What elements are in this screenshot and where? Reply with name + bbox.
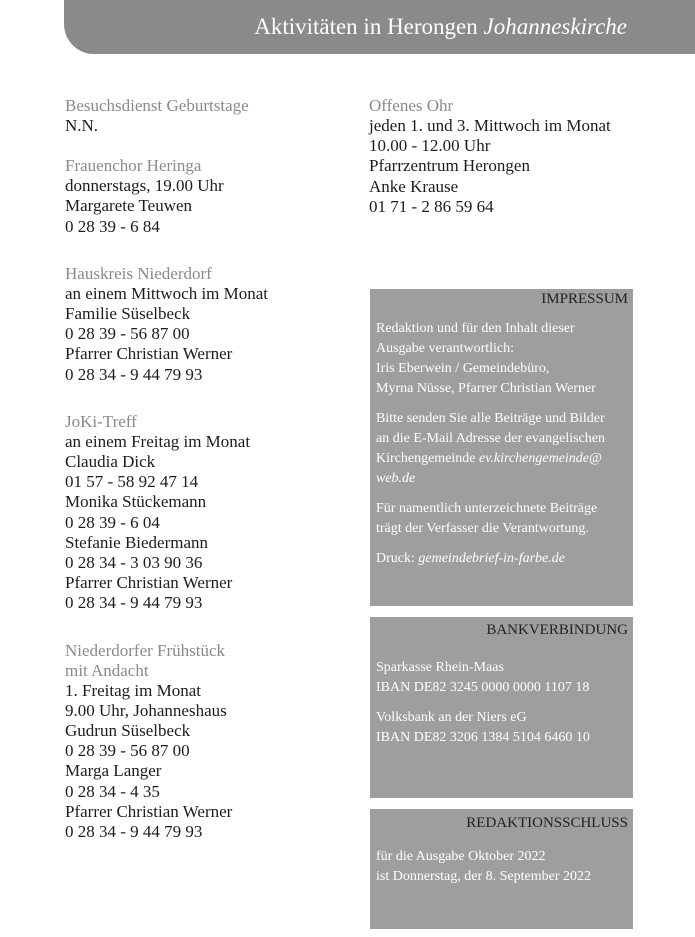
title-italic: Johanneskirche: [483, 14, 627, 39]
entry-line: donnerstags, 19.00 Uhr: [65, 176, 224, 196]
impressum-text: [376, 469, 627, 489]
impressum-box: [370, 289, 633, 606]
entry-line: Marga Langer: [65, 761, 162, 781]
entry-line: 0 28 34 - 9 44 79 93: [65, 593, 203, 613]
schluss-title: REDAKTIONSSCHLUSS: [466, 815, 628, 831]
section-title: Frauenchor Heringa: [65, 156, 202, 176]
entry-line: jeden 1. und 3. Mittwoch im Monat: [369, 116, 611, 135]
bank-paragraph: [376, 658, 627, 698]
schluss-box: [370, 809, 633, 929]
bank-body: [370, 658, 633, 748]
impressum-text: Kirchengemeinde: [376, 451, 480, 466]
entry-line: 0 28 39 - 56 87 00: [65, 741, 190, 761]
section-besuchsdienst: [65, 96, 355, 136]
section-title: Besuchsdienst Geburtstage: [65, 96, 249, 115]
entry-line: 0 28 34 - 4 35: [65, 781, 160, 801]
druck-link[interactable]: gemeindebrief-in-farbe.de: [418, 551, 565, 566]
impressum-title: IMPRESSUM: [541, 291, 628, 307]
entry-line: Margarete Teuwen: [65, 196, 193, 216]
page-title: [254, 14, 627, 40]
entry-line: 1. Freitag im Monat: [65, 680, 201, 700]
section-title: Niederdorfer Frühstück: [65, 640, 226, 660]
impressum-text: Redaktion und für den Inhalt dieser: [376, 321, 575, 336]
entry-line: 0 28 39 - 6 84: [65, 216, 160, 236]
entry-line: 0 28 34 - 3 03 90 36: [65, 553, 203, 573]
entry-line: Stefanie Biedermann: [65, 532, 209, 552]
entry-line: Monika Stückemann: [65, 492, 207, 512]
bank-text: Volksbank an der Niers eG: [376, 710, 527, 725]
entry-line: Pfarrer Christian Werner: [65, 801, 233, 821]
impressum-text: [376, 549, 627, 569]
entry-line: 0 28 39 - 6 04: [65, 512, 160, 532]
impressum-text: Myrna Nüsse, Pfarrer Christian Werner: [376, 381, 596, 396]
page-header: [64, 0, 695, 54]
entry-line: Anke Krause: [369, 176, 459, 196]
impressum-paragraph: [376, 319, 627, 399]
entry-line: 0 28 34 - 9 44 79 93: [65, 822, 203, 842]
section-title: JoKi-Treff: [65, 411, 137, 431]
email-link-continued[interactable]: web.de: [376, 471, 416, 486]
impressum-text: Ausgabe verantwortlich:: [376, 341, 515, 356]
schluss-text: für die Ausgabe Oktober 2022: [376, 849, 546, 864]
impressum-paragraph: [376, 549, 627, 569]
bank-iban: IBAN DE82 3245 0000 0000 1107 18: [376, 680, 590, 695]
entry-line: an einem Freitag im Monat: [65, 431, 251, 451]
impressum-text: [376, 449, 627, 469]
impressum-text: an die E-Mail Adresse der evangelischen: [376, 431, 605, 446]
entry-line: Familie Süselbeck: [65, 304, 191, 324]
section-title: Hauskreis Niederdorf: [65, 263, 212, 283]
section-joki-treff: [65, 412, 355, 614]
section-title: mit Andacht: [65, 660, 149, 680]
bank-iban: IBAN DE82 3206 1384 5104 6460 10: [376, 730, 590, 745]
right-column: [369, 96, 649, 237]
impressum-paragraph: [376, 409, 627, 489]
section-hauskreis: [65, 264, 355, 385]
bank-paragraph: [376, 708, 627, 748]
schluss-text: ist Donnerstag, der 8. September 2022: [376, 869, 592, 884]
schluss-paragraph: [376, 847, 627, 887]
entry-line: 0 28 34 - 9 44 79 93: [65, 364, 203, 384]
entry-line: N.N.: [65, 116, 99, 135]
impressum-text: trägt der Verfasser die Verantwortung.: [376, 521, 589, 536]
entry-line: an einem Mittwoch im Monat: [65, 283, 269, 303]
entry-line: Pfarrer Christian Werner: [65, 344, 233, 364]
section-offenes-ohr: [369, 96, 649, 217]
entry-line: Pfarrzentrum Herongen: [369, 156, 530, 176]
section-title: Offenes Ohr: [369, 96, 454, 115]
impressum-paragraph: [376, 499, 627, 539]
bank-box: [370, 617, 633, 798]
left-column: [65, 96, 355, 862]
impressum-text: Bitte senden Sie alle Beiträge und Bilder: [376, 411, 605, 426]
impressum-text: Iris Eberwein / Gemeindebüro,: [376, 361, 550, 376]
entry-line: Gudrun Süselbeck: [65, 721, 191, 741]
druck-label: Druck:: [376, 551, 419, 566]
entry-line: 01 71 - 2 86 59 64: [369, 196, 494, 216]
entry-line: 10.00 - 12.00 Uhr: [369, 136, 491, 156]
bank-title: BANKVERBINDUNG: [486, 622, 628, 638]
impressum-text: Für namentlich unterzeichnete Beiträge: [376, 501, 598, 516]
entry-line: 01 57 - 58 92 47 14: [65, 472, 199, 492]
entry-line: Pfarrer Christian Werner: [65, 573, 233, 593]
title-main: Aktivitäten in Herongen: [254, 14, 478, 39]
section-fruehstueck: [65, 641, 355, 843]
bank-text: Sparkasse Rhein-Maas: [376, 660, 504, 675]
email-link[interactable]: ev.kirchengemeinde@: [479, 451, 602, 466]
schluss-body: [370, 847, 633, 887]
impressum-body: [370, 319, 633, 569]
entry-line: 9.00 Uhr, Johanneshaus: [65, 700, 227, 720]
section-frauenchor: [65, 156, 355, 237]
entry-line: 0 28 39 - 56 87 00: [65, 324, 190, 344]
entry-line: Claudia Dick: [65, 452, 156, 472]
